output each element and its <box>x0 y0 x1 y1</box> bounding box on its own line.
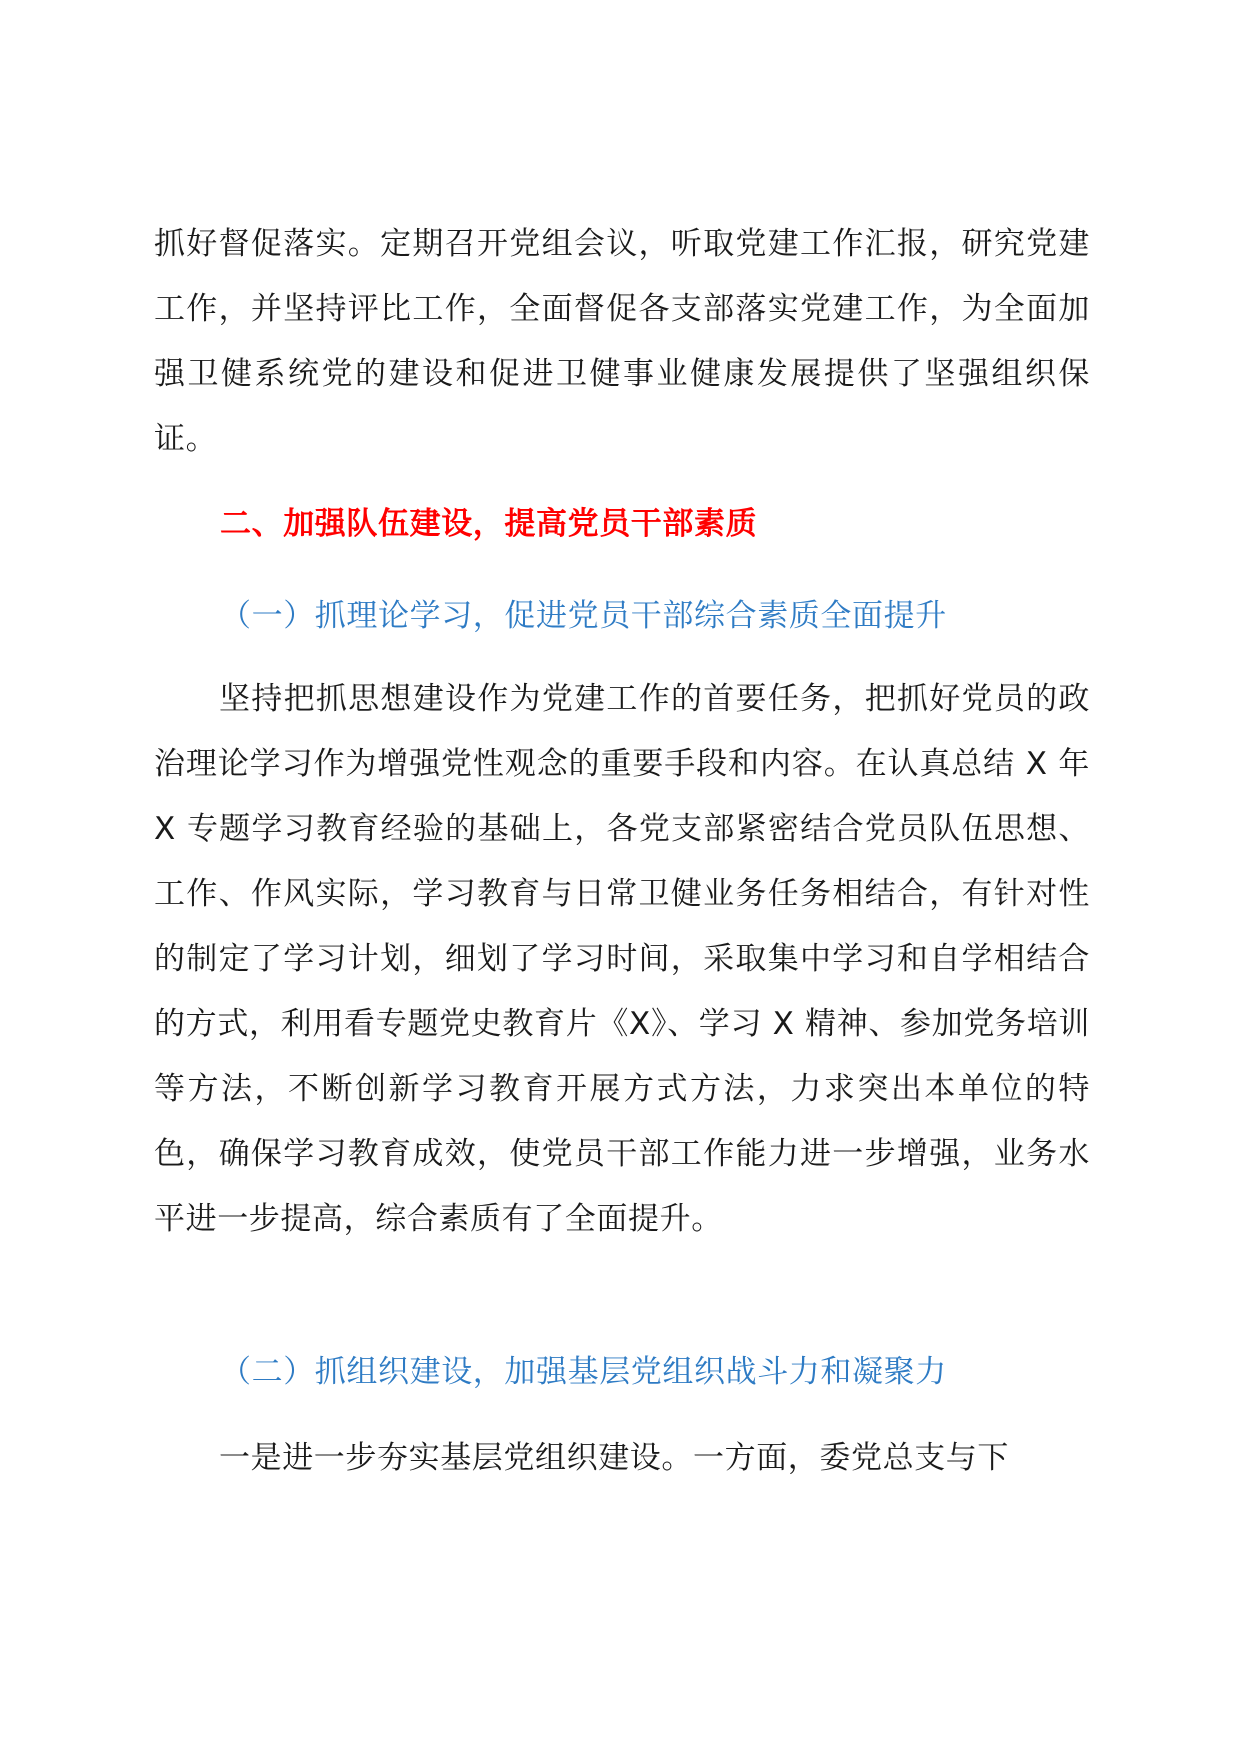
paragraph-theory-study: 坚持把抓思想建设作为党建工作的首要任务，把抓好党员的政治理论学习作为增强党性观念的重要手段和内容。在认真总结 X 年 X 专题学习教育经验的基础上，各党支部紧密结合党员队伍思想、工作、作风实际，学习教育与日常卫健业务任务相结合，有针对性的制定了学习计划，细划了学习时间，采取集中学习和自学相结合的方式，利用看专题党史教育片《X》、学习 X 精神、参加党务培训等方法，不断创新学习教育开展方式方法，力求突出本单位的特色，确保学习教育成效，使党员干部工作能力进一步增强，业务水平进一步提高，综合素质有了全面提升。 <box>154 681 1090 1237</box>
subheading-organization-building: （二）抓组织建设，加强基层党组织战斗力和凝聚力 <box>220 1354 947 1390</box>
paragraph-organization-building: 一是进一步夯实基层党组织建设。一方面，委党总支与下 <box>219 1440 1009 1476</box>
section-heading-team-building: 二、加强队伍建设，提高党员干部素质 <box>220 506 758 542</box>
paragraph-oversight: 抓好督促落实。定期召开党组会议，听取党建工作汇报，研究党建工作，并坚持评比工作，全面督促各支部落实党建工作，为全面加强卫健系统党的建设和促进卫健事业健康发展提供了坚强组织保证。 <box>154 226 1090 457</box>
subheading-theory-study: （一）抓理论学习，促进党员干部综合素质全面提升 <box>220 598 947 634</box>
